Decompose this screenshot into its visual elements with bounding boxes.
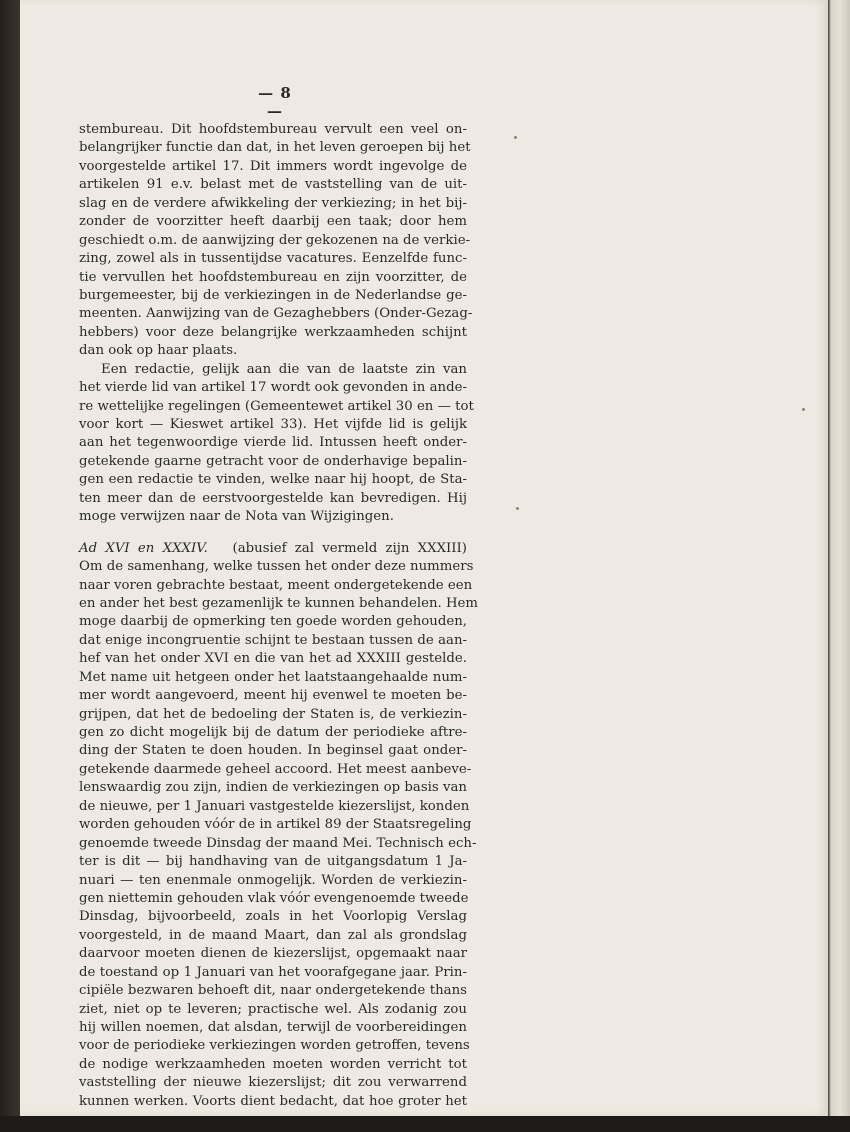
section-heading [79, 540, 467, 558]
text-line: kunnen werken. Voorts dient bedacht, dat hoe groter het [79, 1093, 467, 1109]
text-line: voorgesteld, in de maand Maart, dan zal als grondslag [79, 927, 467, 943]
text-line: de nieuwe, per 1 Januari vastgestelde kiezerslijst, konden [79, 798, 470, 814]
text-line: worden gehouden vóór de in artikel 89 der Staatsregeling [79, 817, 472, 833]
text-line: ter is dit — bij handhaving van de uitgangsdatum 1 Ja- [79, 854, 467, 870]
paragraph-1 [79, 121, 473, 361]
scan-right-edge [828, 0, 850, 1132]
paper-speck [802, 408, 805, 411]
text-line: aan het tegenwoordige vierde lid. Intussen heeft onder- [79, 435, 467, 451]
text-line: cipiële bezwaren behoeft dit, naar ondergetekende thans [79, 983, 467, 999]
text-line: en ander het best gezamenlijk te kunnen behandelen. Hem [79, 595, 479, 611]
text-line: meenten. Aanwijzing van de Gezaghebbers (Onder-Gezag- [79, 306, 473, 322]
text-line: ding der Staten te doen houden. In beginsel gaat onder- [79, 743, 467, 759]
text-line: vaststelling der nieuwe kiezerslijst; dit zou verwarrend [79, 1075, 467, 1091]
text-line: hef van het onder XVI en die van het ad XXXIII gestelde. [79, 651, 467, 667]
text-line: de nodige werkzaamheden moeten worden verricht tot [79, 1056, 467, 1072]
text-line: Om de samenhang, welke tussen het onder deze nummers [79, 559, 474, 575]
text-line: hij willen noemen, dat alsdan, terwijl de voorbereidingen [79, 1020, 467, 1035]
text-line: dat enige incongruentie schijnt te bestaan tussen de aan- [79, 632, 467, 648]
text-line: moge daarbij de opmerking ten goede worden gehouden, [79, 614, 467, 630]
text-line: re wettelijke regelingen (Gemeentewet artikel 30 en — tot [79, 398, 474, 414]
text-line: naar voren gebrachte bestaat, meent ondergetekende een [79, 577, 473, 593]
text-line: gen niettemin gehouden vlak vóór evengenoemde tweede [79, 890, 469, 906]
text-line: ten meer dan de eerstvoorgestelde kan bevredigen. Hij [79, 490, 467, 506]
text-line: geschiedt o.m. de aanwijzing der gekozenen na de verkie- [79, 232, 471, 248]
text-line: ziet, niet op te leveren; practische wel. Als zodanig zou [79, 1001, 467, 1017]
text-line: Dinsdag, bijvoorbeeld, zoals in het Voorlopig Verslag [79, 909, 467, 925]
paragraph-2 [79, 361, 474, 527]
text-line: stembureau. Dit hoofdstembureau vervult een veel on- [79, 122, 467, 137]
scan-left-edge [0, 0, 20, 1116]
text-line: gen een redactie te vinden, welke naar hij hoopt, de Sta- [79, 472, 467, 488]
paragraph-3 [79, 540, 479, 1112]
text-line: moge verwijzen naar de Nota van Wijzigingen. [79, 509, 394, 525]
text-line: getekende gaarne getracht voor de onderhavige bepalin- [79, 453, 467, 469]
text-line: daarvoor moeten dienen de kiezerslijst, opgemaakt naar [79, 946, 467, 962]
text-line: tie vervullen het hoofdstembureau en zijn voorzitter, de [79, 269, 467, 285]
section-heading-note: (abusief zal vermeld zijn XXXIII) [232, 540, 467, 556]
text-line: zing, zowel als in tussentijdse vacatures. Eenzelfde func- [79, 251, 467, 267]
section-heading-italic: Ad XVI en XXXIV. [79, 540, 208, 556]
text-line: belangrijker functie dan dat, in het leven geroepen bij het [79, 140, 471, 156]
text-line: slag en de verdere afwikkeling der verkiezing; in het bij- [79, 195, 467, 211]
text-line: zonder de voorzitter heeft daarbij een taak; door hem [79, 214, 467, 230]
text-line: Een redactie, gelijk aan die van de laatste zin van [101, 361, 467, 377]
text-line: burgemeester, bij de verkiezingen in de Nederlandse ge- [79, 287, 467, 303]
text-line: dan ook op haar plaats. [79, 343, 238, 359]
text-line: lenswaardig zou zijn, indien de verkiezingen op basis van [79, 780, 467, 796]
page-number: — 8 — [258, 84, 292, 120]
text-line: hebbers) voor deze belangrijke werkzaamheden schijnt [79, 324, 467, 340]
paper-speck [516, 507, 519, 510]
text-line: getekende daarmede geheel accoord. Het meest aanbeve- [79, 761, 472, 777]
text-line: nuari — ten enenmale onmogelijk. Worden de verkiezin- [79, 872, 467, 888]
text-line: mer wordt aangevoerd, meent hij evenwel te moeten be- [79, 688, 467, 704]
text-line: voor de periodieke verkiezingen worden getroffen, tevens [79, 1038, 470, 1054]
body-text [79, 121, 479, 1111]
text-line: de toestand op 1 Januari van het voorafgegane jaar. Prin- [79, 964, 467, 980]
paragraph-gap [79, 527, 467, 540]
text-line: voor kort — Kieswet artikel 33). Het vijfde lid is gelijk [79, 417, 467, 432]
text-line: genoemde tweede Dinsdag der maand Mei. Technisch ech- [79, 835, 477, 851]
text-line: gen zo dicht mogelijk bij de datum der periodieke aftre- [79, 725, 467, 740]
paper-speck [514, 136, 517, 139]
text-line: grijpen, dat het de bedoeling der Staten is, de verkiezin- [79, 706, 467, 722]
text-line: Met name uit hetgeen onder het laatstaangehaalde num- [79, 669, 467, 685]
scan-bottom-edge [0, 1116, 850, 1132]
text-line: het vierde lid van artikel 17 wordt ook gevonden in ande- [79, 380, 467, 396]
text-line: voorgestelde artikel 17. Dit immers wordt ingevolge de [79, 158, 467, 174]
text-line: artikelen 91 e.v. belast met de vaststelling van de uit- [79, 177, 467, 193]
